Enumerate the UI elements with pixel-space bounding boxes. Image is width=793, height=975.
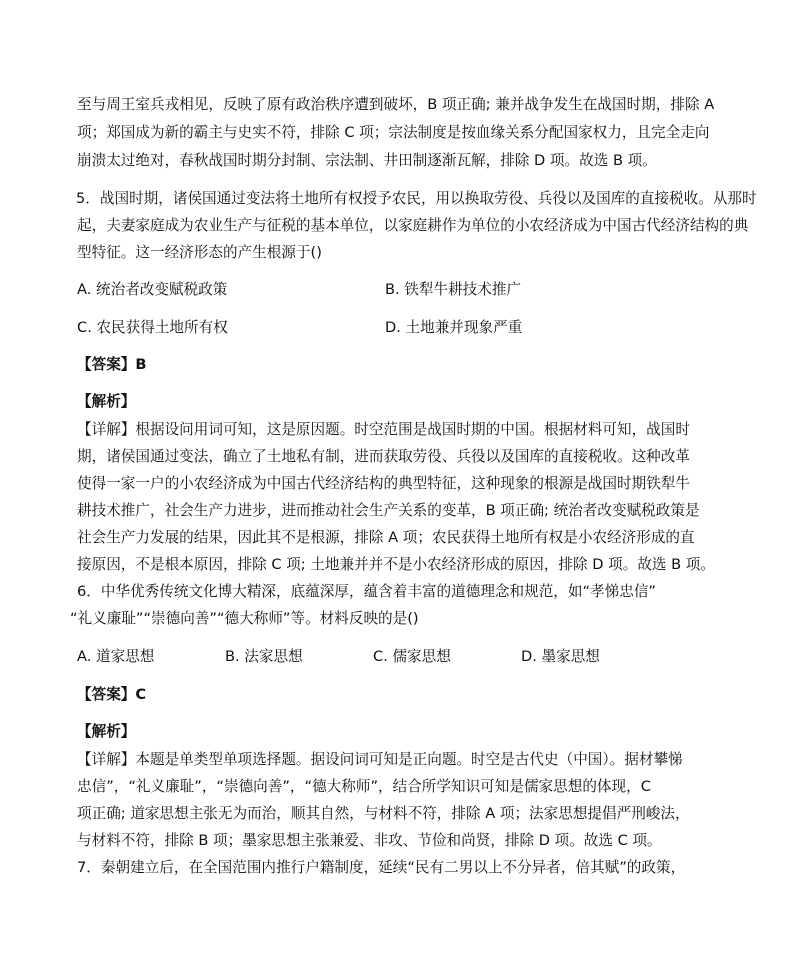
q6-detail-line: 与材料不符，排除 B 项；墨家思想主张兼爱、非攻、节俭和尚贤，排除 D 项。故选 C 项。: [77, 832, 662, 849]
q6-detail-line: 忠信”，“礼义廉耻”，“崇德向善”，“德大称师”，结合所学知识可知是儒家思想的体现，C: [77, 778, 651, 795]
q6-analysis-label: 【解析】: [77, 723, 136, 740]
q5-detail-line: 期，诸侯国通过变法，确立了土地私有制，进而获取劳役、兵役以及国库的直接税收。这种改革: [77, 448, 690, 465]
q5-stem-line: 型特征。这一经济形态的产生根源于(): [77, 244, 322, 261]
q5-detail-line: 耕技术推广，社会生产力进步，进而推动社会生产关系的变革，B 项正确; 统治者改变赋税政策是: [77, 502, 700, 519]
q5-analysis-label: 【解析】: [77, 393, 136, 410]
q6-stem-line: “礼义廉耻”“崇德向善”“德大称师”等。材料反映的是(): [70, 610, 419, 627]
continuation-line: 项；郑国成为新的霸主与史实不符，排除 C 项；宗法制度是按血缘关系分配国家权力，且完全走向: [77, 124, 710, 141]
q5-option-d: D. 土地兼并现象严重: [385, 319, 523, 336]
q5-detail-line: 使得一家一户的小农经济成为中国古代经济结构的典型特征，这种现象的根源是战国时期铁犁牛: [77, 475, 690, 492]
q6-option-c: C. 儒家思想: [373, 648, 451, 665]
q6-stem-line: 6．中华优秀传统文化博大精深，底蕴深厚，蕴含着丰富的道德理念和规范，如“孝悌忠信”: [77, 583, 656, 600]
q7-stem-line: 7．秦朝建立后，在全国范围内推行户籍制度，延续“民有二男以上不分异者，倍其赋”的政策，: [77, 859, 686, 876]
q5-answer: 【答案】B: [77, 356, 147, 373]
q5-detail-line: 【详解】根据设问用词可知，这是原因题。时空范围是战国时期的中国。根据材料可知，战国时: [77, 421, 690, 438]
q6-answer: 【答案】C: [77, 686, 147, 703]
q5-option-c: C. 农民获得土地所有权: [77, 319, 228, 336]
q6-option-b: B. 法家思想: [225, 648, 303, 665]
q6-option-a: A. 道家思想: [77, 648, 155, 665]
q5-option-a: A. 统治者改变赋税政策: [77, 281, 228, 298]
q5-detail-line: 社会生产力发展的结果，因此其不是根源，排除 A 项；农民获得土地所有权是小农经济形成的直: [77, 529, 695, 546]
continuation-line: 至与周王室兵戎相见，反映了原有政治秩序遭到破坏，B 项正确; 兼并战争发生在战国时期，排除 A: [77, 96, 715, 113]
q6-detail-line: 【详解】本题是单类型单项选择题。据设问词可知是正向题。时空是古代史（中国）。据材攀悌: [77, 751, 683, 768]
q5-stem-line: 起，夫妻家庭成为农业生产与征税的基本单位，以家庭耕作为单位的小农经济成为中国古代经济结构的典: [77, 217, 749, 234]
q6-option-d: D. 墨家思想: [521, 648, 600, 665]
q5-option-b: B. 铁犁牛耕技术推广: [385, 281, 522, 298]
continuation-line: 崩溃太过绝对，春秋战国时期分封制、宗法制、井田制逐渐瓦解，排除 D 项。故选 B 项。: [77, 152, 657, 169]
q6-detail-line: 项正确; 道家思想主张无为而治，顺其自然，与材料不符，排除 A 项；法家思想提倡严刑峻法，: [77, 805, 690, 822]
q5-detail-line: 接原因，不是根本原因，排除 C 项; 土地兼并并不是小农经济形成的原因，排除 D 项。故选 B 项。: [77, 556, 715, 573]
q5-stem-line: 5．战国时期，诸侯国通过变法将土地所有权授予农民，用以换取劳役、兵役以及国库的直接税收。从那时: [76, 190, 757, 207]
